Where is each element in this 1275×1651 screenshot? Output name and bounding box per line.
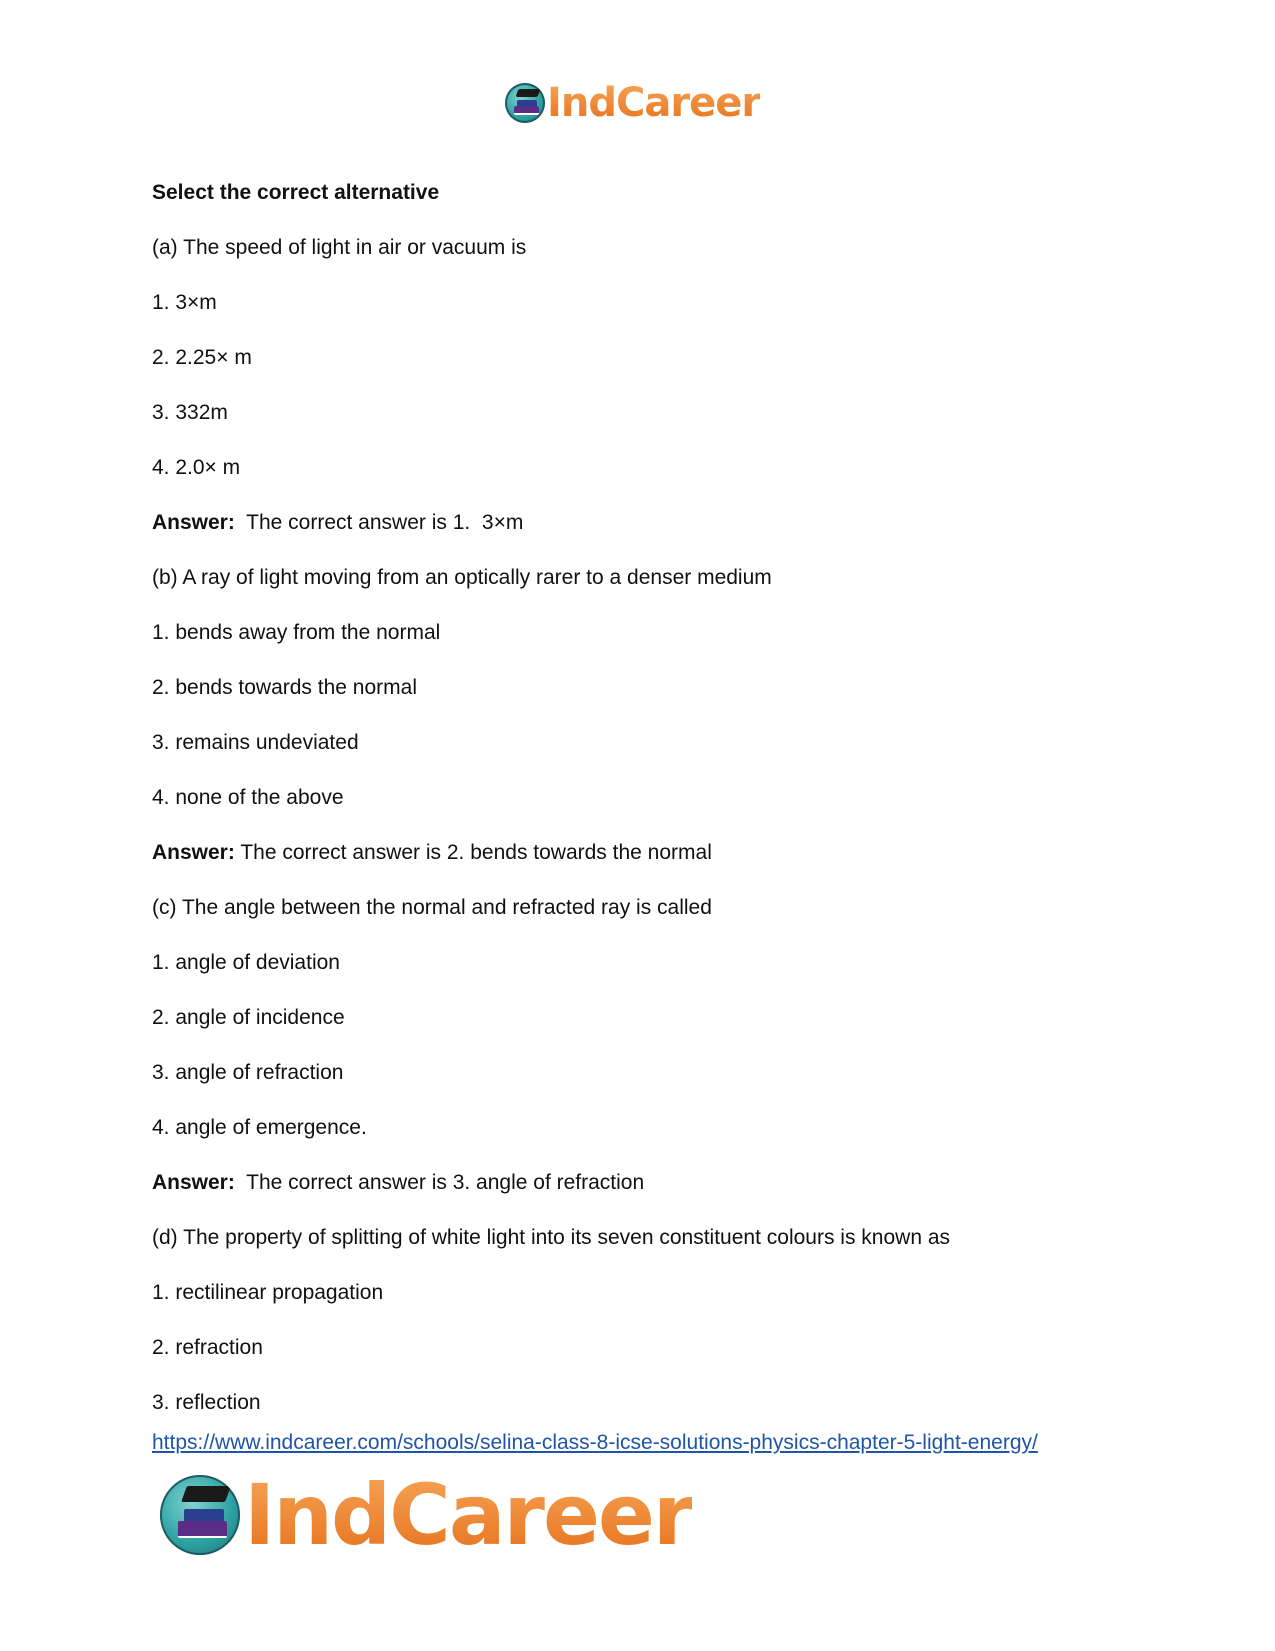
option-item: 1. angle of deviation [152,951,340,974]
logo-wordmark: IndCareer [244,1466,693,1564]
answer-text: The correct answer is 3. angle of refraction [234,1171,645,1194]
option-item: 3. reflection [152,1391,261,1414]
question-prompt: (d) The property of splitting of white light into its seven constituent colours is known as [152,1226,951,1249]
option-item: 4. 2.0× m [152,456,241,479]
answer-line [152,510,523,536]
question-prompt: (a) The speed of light in air or vacuum is [152,236,527,259]
graduation-books-emblem-icon [160,1475,240,1555]
graduation-books-emblem-icon [505,83,545,123]
option-item: 4. none of the above [152,786,344,809]
option-item: 1. rectilinear propagation [152,1281,384,1304]
answer-line [152,1170,644,1196]
source-url-link[interactable]: https://www.indcareer.com/schools/selina-class-8-icse-solutions-physics-chapter-5-light-energy/ [152,1431,1038,1454]
answer-text: The correct answer is 2. bends towards the normal [234,841,712,864]
answer-label: Answer: [152,511,235,534]
question-prompt: (b) A ray of light moving from an optically rarer to a denser medium [152,566,772,589]
section-heading: Select the correct alternative [152,181,440,204]
option-item: 3. 332m [152,401,228,424]
question-prompt: (c) The angle between the normal and refracted ray is called [152,896,712,919]
option-item: 1. 3×m [152,291,217,314]
option-item: 1. bends away from the normal [152,621,441,644]
header-logo [505,78,760,128]
answer-label: Answer: [152,1171,235,1194]
footer-logo [160,1466,693,1564]
answer-text: The correct answer is 1. 3×m [234,511,524,534]
logo-wordmark: IndCareer [547,80,761,126]
answer-label: Answer: [152,841,235,864]
option-item: 2. angle of incidence [152,1006,345,1029]
option-item: 3. remains undeviated [152,731,359,754]
option-item: 3. angle of refraction [152,1061,344,1084]
option-item: 2. bends towards the normal [152,676,417,699]
option-item: 2. 2.25× m [152,346,252,369]
option-item: 4. angle of emergence. [152,1116,367,1139]
option-item: 2. refraction [152,1336,263,1359]
answer-line [152,840,712,866]
